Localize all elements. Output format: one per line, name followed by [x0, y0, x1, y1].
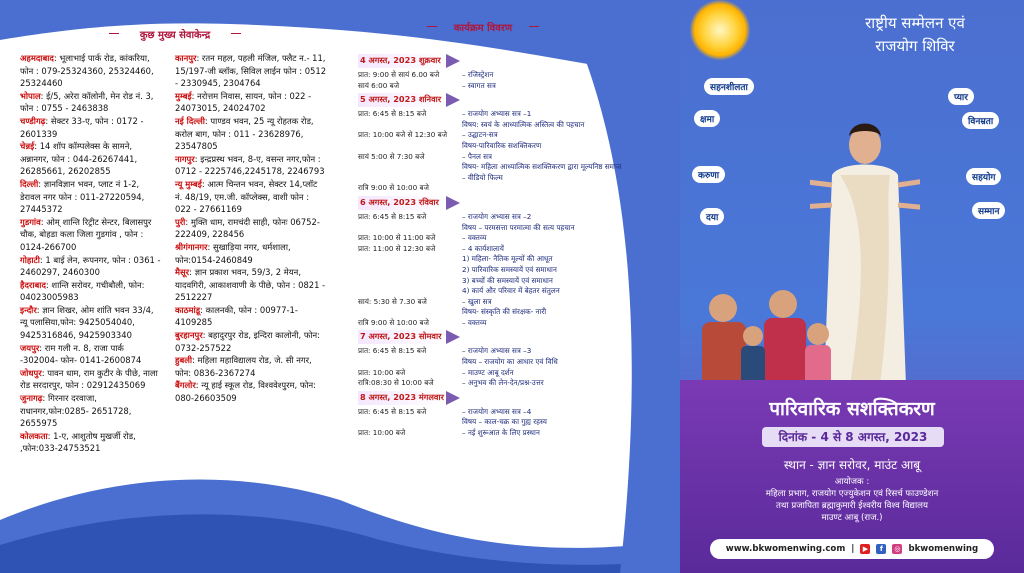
- day-date: 8 अगस्त, 2023 मंगलवार: [360, 391, 444, 402]
- centre-city: जुनागढ़: [20, 393, 43, 404]
- session-activity: विषय – राजयोग का आधार एवं विधि: [462, 357, 558, 367]
- schedule-row: [358, 120, 658, 131]
- centre-address: : न्यू हाई स्कूल रोड, विश्ववेश्पुरम, फोन: 080-26603509: [175, 380, 316, 404]
- session-time: प्रात: 6:45 से 8:15 बजे: [358, 406, 427, 416]
- session-time: [358, 141, 462, 152]
- centre-city: पुरी: [175, 216, 186, 227]
- schedule-row: [358, 265, 658, 276]
- session-activity: – उद्घाटन-सत्र: [462, 130, 498, 140]
- schedule-row: [358, 152, 658, 163]
- session-activity: विषय – काल-चक्र का गुह्य रहस्य: [462, 417, 547, 427]
- centre-entry: [20, 254, 162, 279]
- centre-entry: [20, 90, 162, 115]
- centre-entry: [175, 354, 327, 379]
- centre-address: : कालनकी, फोन : 00977-1-4109285: [175, 304, 298, 328]
- centre-address: : नरोत्तम निवास, सायन, फोन : 022 - 24073015, 24024702: [175, 90, 312, 114]
- centre-address: : 14 शॉप कॉम्पलेक्स के सामने, अन्नानगर, फोन : 044-26267441, 26285661, 26202855: [20, 141, 138, 177]
- session-activity: – माउण्ट आबू दर्शन: [462, 367, 514, 377]
- centre-entry: [20, 115, 162, 140]
- schedule-row: [358, 368, 658, 379]
- session-time: रात्रि:08:30 से 10:00 बजे: [358, 378, 434, 388]
- arrow-icon: [446, 330, 460, 344]
- centre-address: : ई/5, अरेरा कॉलोनी, मेन रोड नं. 3, फोन : 0755 - 2463838: [20, 90, 154, 114]
- centre-city: भोपाल: [20, 90, 41, 101]
- main-title: पारिवारिक सशक्तिकरण: [769, 398, 935, 420]
- centre-address: : रतन महल, पहली मंजिल, फ्लैट न.- 11, 15/197-जी ब्लॉक, सिविल लाईन फोन : 0512 - 2330945, 2304764: [175, 53, 327, 89]
- session-time: [358, 254, 462, 265]
- centre-address: : ज्ञान शिखर, ओम शांति भवन 33/4, न्यू पलासिया,फोन: 9425054040, 9425316846, 9425903340: [20, 304, 154, 341]
- centre-address: : गिरनार दरवाजा, राधानगर,फोन:0285- 2651728, 2655975: [20, 393, 132, 429]
- session-time: [358, 173, 462, 184]
- session-activity: – वक्तव्य: [462, 317, 487, 327]
- centre-entry: [175, 266, 327, 304]
- session-time: [358, 307, 462, 318]
- centre-address: : पाण्डव भवन, 25 न्यू रोहतक रोड, करोल बाग, फोन : 011 - 23628976, 23547805: [175, 115, 314, 152]
- schedule-row: [358, 417, 658, 428]
- day-header: [358, 54, 658, 68]
- centres-column-1: [20, 52, 162, 455]
- centre-city: चेन्नई: [20, 141, 35, 152]
- centre-city: हुबली: [175, 355, 193, 366]
- virtue-badge: प्यार: [948, 88, 974, 105]
- centre-city: श्रीगंगानगर: [175, 241, 208, 252]
- schedule-row: [358, 109, 658, 120]
- session-time: [358, 120, 462, 131]
- cover-panel: [680, 0, 1024, 573]
- schedule-row: [358, 357, 658, 368]
- centre-city: मैसूर: [175, 267, 190, 278]
- schedule-row: [358, 307, 658, 318]
- arrow-icon: [446, 391, 460, 405]
- centre-city: इन्दौर: [20, 304, 37, 315]
- session-activity: – राजयोग अभ्यास सत्र –2: [462, 211, 532, 221]
- centre-address: : सुखाड़िया नगर, धर्मशाला, फोन:0154-2460849: [175, 241, 291, 265]
- instagram-icon[interactable]: ◎: [894, 545, 901, 553]
- centre-address: : भूलाभाई पार्क रोड, कांकरिया, फोन : 079-25324360, 25324460, 25324460: [20, 53, 154, 89]
- schedule-row: [358, 81, 658, 92]
- session-time: सायं 5:00 से 7:30 बजे: [358, 151, 425, 161]
- session-activity: विषय-पारिवारिक सशक्तिकरण: [462, 140, 542, 150]
- contact-bar: www.bkwomenwing.com | ▶ f ◎ bkwomenwing: [710, 539, 994, 559]
- centre-entry: [20, 392, 162, 430]
- session-time: प्रात: 10:00 बजे: [358, 367, 406, 377]
- session-time: [358, 265, 462, 276]
- session-activity: – राजयोग अभ्यास सत्र –1: [462, 109, 532, 119]
- session-time: प्रात: 6:45 से 8:15 बजे: [358, 346, 427, 356]
- schedule-row: [358, 407, 658, 418]
- session-activity: विषय: स्वयं के आध्यात्मिक अस्तित्व की पहचान: [462, 119, 585, 129]
- session-activity: – राजयोग अभ्यास सत्र –3: [462, 346, 532, 356]
- centre-city: काठमांडू: [175, 304, 201, 315]
- centre-city: गोहाटी: [20, 254, 40, 265]
- centre-entry: [20, 367, 162, 392]
- day-date: 7 अगस्त, 2023 सोमवार: [360, 331, 442, 342]
- centre-city: अहमदाबाद: [20, 53, 54, 63]
- schedule-row: [358, 297, 658, 308]
- session-activity: विषय- संस्कृति की संरक्षक- नारी: [462, 307, 547, 317]
- schedule-row: [358, 173, 658, 184]
- virtue-badge: सम्मान: [972, 202, 1005, 219]
- session-activity: – पैनल सत्र: [462, 151, 492, 161]
- centre-city: जोधपुर: [20, 367, 42, 378]
- session-activity: – रजिस्ट्रेशन: [462, 70, 494, 79]
- session-time: प्रात: 6:45 से 8:15 बजे: [358, 211, 427, 221]
- centre-entry: [175, 153, 327, 178]
- day-date: 6 अगस्त, 2023 रविवार: [360, 196, 439, 207]
- centre-city: नागपुर: [175, 153, 195, 164]
- virtue-badge: विनम्रता: [962, 112, 999, 129]
- session-time: प्रात: 10:00 से 11:00 बजे: [358, 233, 436, 243]
- centre-entry: [175, 90, 327, 115]
- day-header: [358, 93, 658, 107]
- session-activity: 4) कार्य और परिवार में बेहतर संतुलन: [462, 286, 560, 296]
- arrow-icon: [446, 93, 460, 107]
- session-time: प्रात: 10:00 बजे: [358, 428, 406, 438]
- session-time: प्रात: 11:00 से 12:30 बजे: [358, 243, 436, 253]
- session-activity: [462, 183, 658, 194]
- schedule-row: [358, 428, 658, 439]
- session-time: [358, 357, 462, 368]
- session-time: सायं: 5:30 से 7.30 बजे: [358, 296, 427, 306]
- centre-entry: [20, 430, 162, 455]
- session-time: [358, 223, 462, 234]
- schedule-row: [358, 378, 658, 389]
- centre-entry: [20, 342, 162, 367]
- centre-city: चण्डीगढ़: [20, 115, 46, 126]
- centre-entry: [20, 178, 162, 216]
- centre-city: बुरहानपुर: [175, 330, 203, 341]
- centre-city: बैंगलोर: [175, 380, 196, 391]
- cover-title: राष्ट्रीय सम्मेलन एवं राजयोग शिविर: [865, 14, 965, 55]
- organiser-block: आयोजक : महिला प्रभाग, राजयोग एज्युकेशन एवं रिसर्च फाउण्डेशन तथा प्रजापिता ब्रह्माकुमारी ईश्वरीय विश्व विद्यालय माउण्ट आबू (राज.): [765, 477, 939, 523]
- session-activity: – खुला सत्र: [462, 296, 492, 306]
- centre-city: जयपुर: [20, 342, 40, 353]
- session-activity: – 4 कार्यशालायें: [462, 243, 504, 253]
- day-header: [358, 391, 658, 405]
- session-time: रात्रि 9:00 से 10:00 बजे: [358, 317, 429, 327]
- session-time: प्रात: 10:00 बजे से 12:30 बजे: [358, 130, 448, 140]
- centre-entry: [175, 379, 327, 404]
- schedule-row: [358, 130, 658, 141]
- session-activity: विषय – परमसत्ता परमात्मा की सत्य पहचान: [462, 222, 575, 232]
- youtube-icon[interactable]: ▶: [860, 544, 870, 554]
- schedule-row: [358, 183, 658, 194]
- schedule-row: [358, 162, 658, 173]
- session-activity: – स्वागत सत्र: [462, 80, 496, 90]
- virtue-badge: सहनशीलता: [704, 78, 754, 95]
- centre-entry: [175, 52, 327, 90]
- session-activity: – नई शुरूआत के लिए प्रस्थान: [462, 428, 540, 438]
- programme-heading: कार्यक्रम विवरण: [433, 20, 533, 34]
- centre-address: : सेक्टर 33-ए, फोन : 0172 - 2601339: [20, 115, 144, 139]
- session-activity: 3) बच्चों की समस्यायें एवं समाधान: [462, 275, 553, 285]
- day-header: [358, 330, 658, 344]
- centre-entry: [20, 304, 162, 342]
- centre-entry: [175, 329, 327, 354]
- schedule-row: [358, 223, 658, 234]
- schedule-row: [358, 276, 658, 287]
- centre-address: : शान्ति सरोवर, गचीबौली, फोन: 04023005983: [20, 279, 145, 303]
- centre-entry: [175, 115, 327, 153]
- session-time: [358, 286, 462, 297]
- centre-entry: [175, 241, 327, 266]
- session-activity: 1) महिला- नैतिक मूल्यों की आधूत: [462, 254, 553, 264]
- centres-column-2: [175, 52, 327, 405]
- session-time: रात्रि 9:00 से 10:00 बजे: [358, 183, 429, 193]
- centre-address: : 1-ए, आशुतोष मुखर्जी रोड, ,फोन:033-24753521: [20, 430, 136, 454]
- virtue-badge: दया: [700, 208, 724, 225]
- schedule-row: [358, 233, 658, 244]
- programme-schedule: [358, 52, 658, 439]
- session-activity: – वक्तव्य: [462, 233, 487, 243]
- centre-city: कानपुर: [175, 53, 197, 63]
- session-activity: विषय- महिला आध्यात्मिक सशक्तिकरण द्वारा मूल्यनिष्ठ समाज: [462, 162, 622, 172]
- centres-heading: कुछ मुख्य सेवाकेन्द्र: [115, 27, 235, 41]
- centre-entry: [20, 216, 162, 254]
- centre-entry: [20, 140, 162, 178]
- centre-address: : ज्ञानविज्ञान भवन, प्लाट नं 1-2, डेरावल नगर फोन : 011-27220594, 27445372: [20, 178, 145, 215]
- centre-city: न्यू मुम्बई: [175, 178, 202, 189]
- session-activity: – वीडियो फिल्म: [462, 172, 503, 182]
- centre-city: मुम्बई: [175, 90, 192, 101]
- virtue-badge: करुणा: [692, 166, 725, 183]
- schedule-row: [358, 254, 658, 265]
- centre-city: हैदराबाद: [20, 279, 46, 290]
- centre-entry: [175, 216, 327, 241]
- centre-address: : बहादुरपुर रोड, इन्दिरा कालोनी, फोन: 0732-257522: [175, 330, 320, 353]
- centre-address: : इन्द्रप्रस्थ भवन, 8-ए, वसन्त नगर,फोन : 0712 - 2225746,2245178, 2246793: [175, 153, 325, 177]
- website-link[interactable]: www.bkwomenwing.com: [725, 544, 846, 554]
- centre-address: : मुक्ति धाम, रामचंदी साही, फोनः 06752-222409, 228456: [175, 216, 320, 240]
- schedule-row: [358, 286, 658, 297]
- schedule-row: [358, 346, 658, 357]
- session-activity: 2) पारिवारिक समस्यायें एवं समाधान: [462, 264, 557, 274]
- schedule-row: [358, 212, 658, 223]
- centre-address: : राम गली न. 8, राजा पार्क -302004- फोन- 0141-2600874: [20, 342, 142, 366]
- virtue-badge: सहयोग: [966, 168, 1001, 185]
- schedule-row: [358, 141, 658, 152]
- centre-city: गुडगांव: [20, 216, 41, 227]
- day-header: [358, 196, 658, 210]
- session-activity: – राजयोग अभ्यास सत्र –4: [462, 406, 532, 416]
- event-venue: स्थान - ज्ञान सरोवर, माउंट आबू: [783, 458, 921, 472]
- centre-address: : 1 बाई लेन, रूपनगर, फोन : 0361 - 2460297, 2460300: [20, 254, 161, 278]
- facebook-icon[interactable]: f: [876, 544, 886, 554]
- event-date: दिनांक - 4 से 8 अगस्त, 2023: [762, 427, 944, 447]
- arrow-icon: [446, 54, 460, 68]
- centre-address: : पावन धाम, राम कुटीर के पीछे, नाला रोड सरदारपुर, फोन : 02912435069: [20, 367, 158, 391]
- social-handle[interactable]: bkwomenwing: [908, 544, 979, 554]
- arrow-icon: [446, 196, 460, 210]
- schedule-row: [358, 318, 658, 329]
- centre-address: : ज्ञान प्रकाश भवन, 59/3, 2 मेयन, यादवगिरी, आकाशवाणी के पीछे, फोन : 0821 - 2512227: [175, 267, 326, 303]
- centre-address: : महिला महाविद्यालय रोड, जे. सी नगर, फोन: 0836-2367274: [175, 355, 312, 378]
- session-time: [358, 162, 462, 173]
- sun-emblem-icon: [690, 0, 750, 60]
- session-time: [358, 417, 462, 428]
- session-time: प्रात: 6:45 से 8:15 बजे: [358, 109, 427, 119]
- schedule-row: [358, 244, 658, 255]
- centre-city: दिल्ली: [20, 178, 39, 189]
- centre-entry: [20, 52, 162, 90]
- session-time: [358, 276, 462, 287]
- day-date: 5 अगस्त, 2023 शनिवार: [360, 94, 442, 105]
- centre-entry: [175, 304, 327, 329]
- session-time: प्रात: 9:00 से सायं 6.00 बजे: [358, 70, 440, 79]
- session-activity: – अनुभव की लेन-देन/प्रश्न-उत्तर: [462, 378, 544, 388]
- virtue-badge: क्षमा: [694, 110, 720, 127]
- centre-entry: [20, 279, 162, 304]
- session-time: सायं 6:00 बजे: [358, 80, 400, 90]
- centre-address: : आत्म चिन्तन भवन, सेक्टर 14,प्लॉट नं. 48/19, एम.जी. कॉप्लेक्स, वाशी फोन : 022 - 27661169: [175, 178, 318, 215]
- day-date: 4 अगस्त, 2023 शुक्रवार: [360, 55, 441, 65]
- centre-city: नई दिल्ली: [175, 115, 205, 126]
- centre-entry: [175, 178, 327, 216]
- centre-address: : ओम् शान्ति रिट्रीट सेन्टर, बिलासपुर चौक, बोहडा कला जिला गुडगांव , फोन : 0124-266700: [20, 216, 152, 252]
- centre-city: कोलकता: [20, 430, 48, 441]
- schedule-row: [358, 70, 658, 81]
